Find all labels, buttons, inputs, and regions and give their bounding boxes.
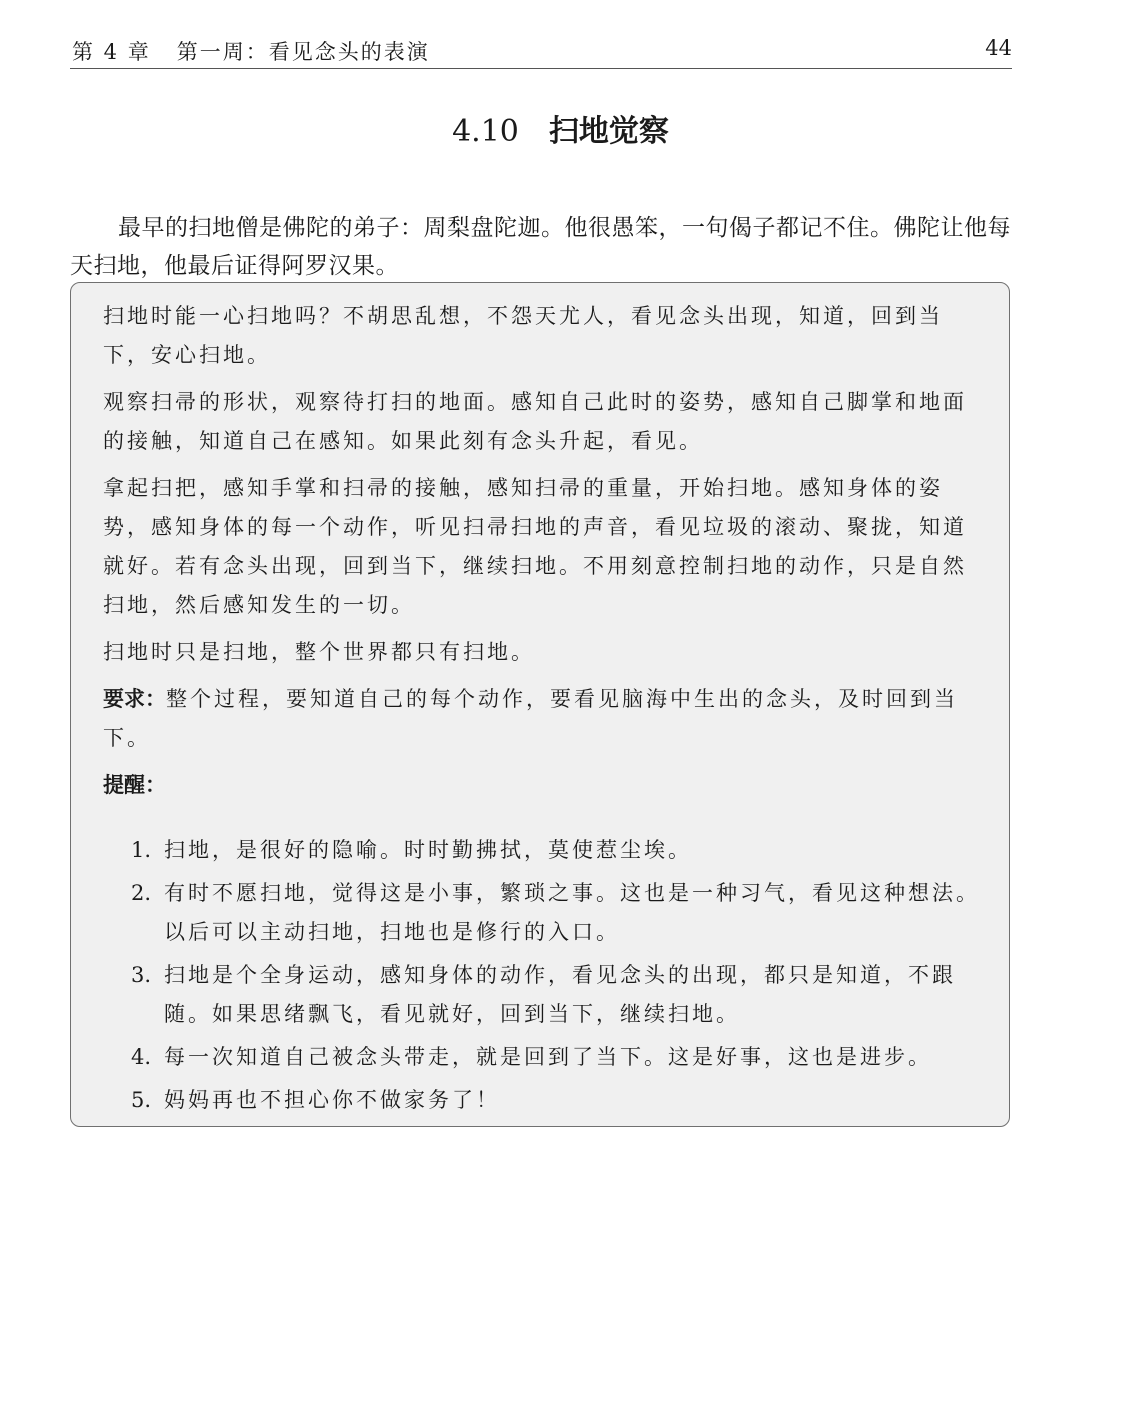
chapter-label: 第 4 章 xyxy=(72,40,151,64)
section-number: 4.10 xyxy=(452,114,519,149)
reminder-text: 每一次知道自己被念头带走，就是回到了当下。这是好事，这也是进步。 xyxy=(164,1045,932,1069)
reminder-text: 扫地是个全身运动，感知身体的动作，看见念头的出现，都只是知道，不跟随。如果思绪飘飞，看见就好，回到当下，继续扫地。 xyxy=(164,963,956,1026)
reminder-item xyxy=(103,831,983,870)
reminder-number: 2. xyxy=(131,881,152,905)
reminder-list xyxy=(103,831,983,1120)
intro-paragraph: 最早的扫地僧是佛陀的弟子：周梨盘陀迦。他很愚笨，一句偈子都记不住。佛陀让他每天扫地，他最后证得阿罗汉果。 xyxy=(70,215,1011,279)
reminder-number: 4. xyxy=(131,1045,152,1069)
requirement-paragraph xyxy=(103,680,983,758)
chapter-title: 第一周：看见念头的表演 xyxy=(176,40,430,64)
box-paragraph: 观察扫帚的形状，观察待打扫的地面。感知自己此时的姿势，感知自己脚掌和地面的接触，知道自己在感知。如果此刻有念头升起，看见。 xyxy=(103,390,967,453)
reminder-item xyxy=(103,1081,983,1120)
reminder-item xyxy=(103,956,983,1034)
reminder-heading xyxy=(103,766,983,805)
section-title: 扫地觉察 xyxy=(548,114,669,149)
box-paragraph: 拿起扫把，感知手掌和扫帚的接触，感知扫帚的重量，开始扫地。感知身体的姿势，感知身体的每一个动作，听见扫帚扫地的声音，看见垃圾的滚动、聚拢，知道就好。若有念头出现，回到当下，继续扫地。不用刻意控制扫地的动作，只是自然扫地，然后感知发生的一切。 xyxy=(103,476,967,617)
reminder-item xyxy=(103,1038,983,1077)
exercise-box-content xyxy=(103,297,983,1124)
page-number: 44 xyxy=(985,36,1012,60)
requirement-label: 要求： xyxy=(103,687,166,711)
reminder-item xyxy=(103,874,983,952)
box-paragraph: 扫地时只是扫地，整个世界都只有扫地。 xyxy=(103,640,535,664)
reminder-number: 3. xyxy=(131,963,152,987)
reminder-number: 1. xyxy=(131,838,152,862)
reminder-number: 5. xyxy=(131,1088,152,1112)
reminder-text: 妈妈再也不担心你不做家务了！ xyxy=(164,1088,500,1112)
reminder-text: 有时不愿扫地，觉得这是小事，繁琐之事。这也是一种习气，看见这种想法。以后可以主动扫地，扫地也是修行的入口。 xyxy=(164,881,980,944)
running-header xyxy=(70,36,1012,69)
box-paragraph: 扫地时能一心扫地吗？不胡思乱想，不怨天尤人，看见念头出现，知道，回到当下，安心扫地。 xyxy=(103,304,943,367)
header-chapter-info xyxy=(72,36,430,66)
reminder-label: 提醒： xyxy=(103,773,166,797)
reminder-text: 扫地，是很好的隐喻。时时勤拂拭，莫使惹尘埃。 xyxy=(164,838,692,862)
requirement-text: 整个过程，要知道自己的每个动作，要看见脑海中生出的念头，及时回到当下。 xyxy=(103,687,958,750)
section-heading xyxy=(0,106,1121,150)
exercise-box xyxy=(70,282,1010,1127)
